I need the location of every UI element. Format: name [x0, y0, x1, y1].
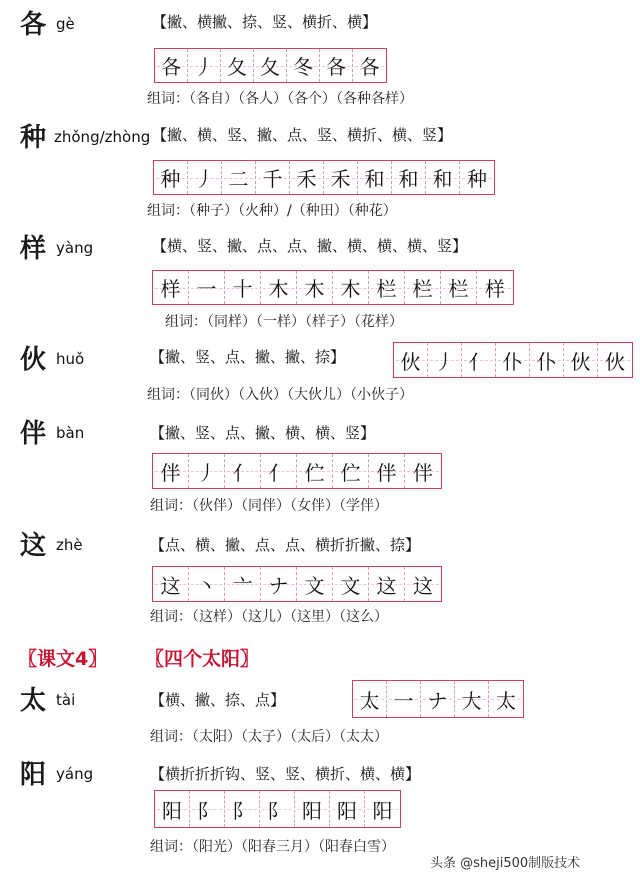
- stroke-cell-char: 伫: [340, 460, 361, 485]
- stroke-cell: [189, 271, 225, 304]
- stroke-cell: [287, 49, 320, 82]
- char-zhong: 种: [20, 123, 47, 153]
- stroke-cell: [261, 454, 297, 488]
- stroke-cell: [369, 454, 405, 488]
- strokes-ge: 【撇、横撇、捺、竖、横折、横】: [152, 13, 378, 31]
- stroke-cell-char: 丿: [194, 167, 215, 191]
- stroke-cell: [353, 681, 387, 717]
- stroke-cell-char: 阳: [372, 798, 393, 823]
- stroke-cell: [153, 567, 189, 601]
- stroke-cell: [477, 271, 513, 304]
- strokes-zhong: 【撇、横、竖、撇、点、竖、横折、横、竖】: [152, 126, 453, 144]
- stroke-cell: [189, 567, 225, 601]
- stroke-cell: [441, 271, 477, 304]
- stroke-cell: [225, 271, 261, 304]
- stroke-cell: [455, 681, 489, 717]
- stroke-cell: [564, 343, 598, 377]
- stroke-cell: [369, 567, 405, 601]
- stroke-cell-char: 太: [496, 688, 516, 713]
- stroke-cell-char: 伙: [570, 349, 591, 374]
- stroke-cell-char: 这: [413, 573, 433, 598]
- stroke-cell: [188, 49, 221, 82]
- stroke-cell: [421, 681, 455, 717]
- char-huo: 伙: [20, 345, 47, 375]
- stroke-cell-char: 各: [161, 55, 181, 79]
- stroke-cell-char: 各: [359, 55, 380, 79]
- stroke-cell-char: 阳: [302, 798, 322, 823]
- stroke-cell-char: 阝: [267, 798, 287, 823]
- strokes-huo: 【撇、竖、点、撇、撇、捺】: [150, 348, 346, 366]
- stroke-cell-char: 一: [393, 688, 414, 713]
- stroke-cell: [324, 161, 358, 194]
- stroke-cell: [155, 49, 188, 82]
- stroke-cell-char: 木: [268, 277, 289, 301]
- pinyin-huo: huǒ: [56, 350, 85, 368]
- stroke-grid-yang: [152, 270, 514, 305]
- lesson-number: 〖课文4〗: [18, 648, 108, 670]
- stroke-cell: [333, 567, 369, 601]
- words-ge: 组词：（各自）（各人）（各个）（各种各样）: [147, 91, 413, 107]
- char-ban: 伴: [20, 419, 47, 449]
- char-zhe: 这: [20, 531, 47, 561]
- stroke-cell: [598, 343, 632, 377]
- stroke-cell-char: 冬: [293, 55, 313, 79]
- stroke-cell: [530, 343, 564, 377]
- stroke-cell: [154, 161, 188, 194]
- stroke-cell-char: 阝: [197, 798, 217, 823]
- stroke-grid-huo: [393, 342, 633, 378]
- stroke-cell-char: 夂: [227, 55, 247, 79]
- stroke-cell-char: ナ: [268, 573, 289, 598]
- stroke-cell: [190, 791, 225, 827]
- stroke-cell: [261, 567, 297, 601]
- stroke-cell: [320, 49, 353, 82]
- pinyin-zhong: zhǒng/zhòng: [54, 128, 151, 146]
- stroke-cell: [394, 343, 428, 377]
- stroke-cell: [387, 681, 421, 717]
- stroke-cell-char: 样: [485, 277, 505, 301]
- stroke-cell: [358, 161, 392, 194]
- stroke-cell-char: 一: [196, 277, 217, 301]
- stroke-cell-char: 栏: [412, 277, 433, 301]
- stroke-cell-char: 仆: [536, 349, 557, 374]
- stroke-cell-char: 和: [364, 167, 385, 191]
- stroke-cell-char: 伫: [304, 460, 325, 485]
- stroke-cell: [222, 161, 256, 194]
- stroke-cell-char: 种: [160, 167, 181, 191]
- stroke-cell: [254, 49, 287, 82]
- stroke-cell: [153, 271, 189, 304]
- watermark: 头条 @sheji500制版技术: [430, 856, 581, 871]
- stroke-cell-char: 丿: [194, 55, 214, 79]
- stroke-cell-char: 亻: [232, 460, 253, 485]
- stroke-cell: [369, 271, 405, 304]
- stroke-cell-char: 文: [304, 573, 325, 598]
- stroke-cell: [155, 791, 190, 827]
- stroke-cell-char: 阳: [162, 798, 182, 823]
- words-yang2: 组词：（阳光）（阳春三月）（阳春白雪）: [150, 839, 395, 855]
- stroke-cell-char: 这: [376, 573, 397, 598]
- strokes-zhe: 【点、横、撇、点、点、横折折撇、捺】: [150, 536, 421, 554]
- stroke-cell: [295, 791, 330, 827]
- stroke-cell-char: 伴: [376, 460, 397, 485]
- stroke-cell-char: 仆: [502, 349, 523, 374]
- stroke-cell: [189, 454, 225, 488]
- stroke-grid-tai: [352, 680, 524, 718]
- strokes-yang2: 【横折折折钩、竖、竖、横折、横、横】: [150, 765, 421, 783]
- stroke-cell: [426, 161, 460, 194]
- pinyin-yang: yàng: [56, 239, 94, 257]
- stroke-cell: [290, 161, 324, 194]
- stroke-cell-char: 木: [340, 277, 361, 301]
- stroke-cell-char: 大: [461, 688, 482, 713]
- stroke-cell: [256, 161, 290, 194]
- stroke-cell-char: 种: [467, 167, 487, 191]
- stroke-cell-char: 阝: [232, 798, 252, 823]
- stroke-cell-char: 和: [398, 167, 419, 191]
- stroke-cell-char: 栏: [448, 277, 469, 301]
- pinyin-tai: tài: [56, 691, 76, 709]
- stroke-cell: [260, 791, 295, 827]
- stroke-cell-char: 这: [160, 573, 181, 598]
- stroke-cell-char: 二: [228, 167, 249, 191]
- stroke-cell-char: 文: [340, 573, 361, 598]
- pinyin-yang2: yáng: [56, 765, 94, 783]
- stroke-cell-char: 伙: [605, 349, 625, 374]
- stroke-cell-char: 木: [304, 277, 325, 301]
- strokes-tai: 【横、撇、捺、点】: [150, 691, 286, 709]
- pinyin-ge: gè: [56, 15, 75, 33]
- stroke-cell: [330, 791, 365, 827]
- stroke-cell: [365, 791, 400, 827]
- strokes-ban: 【撇、竖、点、撇、横、横、竖】: [150, 424, 376, 442]
- char-tai: 太: [20, 686, 47, 716]
- stroke-cell: [353, 49, 386, 82]
- strokes-yang: 【横、竖、撇、点、点、撇、横、横、横、竖】: [152, 237, 468, 255]
- stroke-grid-yang2: [154, 790, 401, 828]
- stroke-cell: [153, 454, 189, 488]
- stroke-grid-zhong: [153, 160, 495, 195]
- stroke-cell-char: 样: [160, 277, 181, 301]
- words-zhe: 组词：（这样）（这儿）（这里）（这么）: [150, 609, 388, 625]
- stroke-cell-char: ナ: [427, 688, 448, 713]
- stroke-cell: [225, 454, 261, 488]
- stroke-cell: [333, 454, 369, 488]
- stroke-cell-char: 丿: [196, 460, 217, 485]
- stroke-cell: [261, 271, 297, 304]
- char-yang2: 阳: [20, 760, 47, 790]
- stroke-cell: [405, 567, 441, 601]
- lesson-title: 〖四个太阳〗: [145, 648, 260, 670]
- stroke-cell-char: 伴: [413, 460, 433, 485]
- stroke-cell-char: 和: [432, 167, 453, 191]
- stroke-cell-char: 阳: [337, 798, 357, 823]
- stroke-cell: [297, 567, 333, 601]
- stroke-cell: [462, 343, 496, 377]
- stroke-cell: [496, 343, 530, 377]
- pinyin-zhe: zhè: [56, 536, 83, 554]
- stroke-grid-ge: [154, 48, 387, 83]
- stroke-cell-char: 伴: [160, 460, 181, 485]
- stroke-cell-char: 亻: [268, 460, 289, 485]
- stroke-cell: [225, 791, 260, 827]
- stroke-cell-char: 丿: [434, 349, 455, 374]
- stroke-cell-char: 太: [359, 688, 380, 713]
- stroke-cell-char: 丶: [196, 573, 217, 598]
- words-ban: 组词：（伙伴）（同伴）（女伴）（学伴）: [150, 498, 388, 514]
- stroke-cell: [188, 161, 222, 194]
- words-huo: 组词：（同伙）（入伙）（大伙儿）（小伙子）: [147, 387, 413, 403]
- char-yang: 样: [20, 234, 47, 264]
- stroke-cell-char: 栏: [376, 277, 397, 301]
- stroke-cell: [297, 271, 333, 304]
- stroke-cell: [225, 567, 261, 601]
- stroke-cell-char: 禾: [330, 167, 351, 191]
- words-tai: 组词：（太阳）（太子）（太后）（太太）: [150, 729, 388, 745]
- stroke-cell: [428, 343, 462, 377]
- stroke-cell: [460, 161, 494, 194]
- stroke-cell: [333, 271, 369, 304]
- stroke-cell-char: 亻: [468, 349, 489, 374]
- stroke-cell-char: 千: [262, 167, 283, 191]
- stroke-cell-char: 伙: [400, 349, 421, 374]
- stroke-cell: [392, 161, 426, 194]
- stroke-cell-char: 各: [326, 55, 346, 79]
- stroke-cell: [221, 49, 254, 82]
- stroke-grid-zhe: [152, 566, 442, 602]
- char-ge: 各: [20, 10, 47, 40]
- pinyin-ban: bàn: [56, 424, 85, 442]
- stroke-cell-char: 禾: [296, 167, 317, 191]
- stroke-cell-char: 十: [232, 277, 253, 301]
- words-zhong: 组词：（种子）（火种）/（种田）（种花）: [147, 203, 397, 219]
- stroke-grid-ban: [152, 453, 442, 489]
- stroke-cell: [405, 271, 441, 304]
- stroke-cell: [297, 454, 333, 488]
- words-yang: 组词：（同样）（一样）（样子）（花样）: [165, 314, 403, 330]
- stroke-cell: [405, 454, 441, 488]
- stroke-cell-char: 亠: [232, 573, 253, 598]
- stroke-cell-char: 夂: [260, 55, 280, 79]
- stroke-cell: [489, 681, 523, 717]
